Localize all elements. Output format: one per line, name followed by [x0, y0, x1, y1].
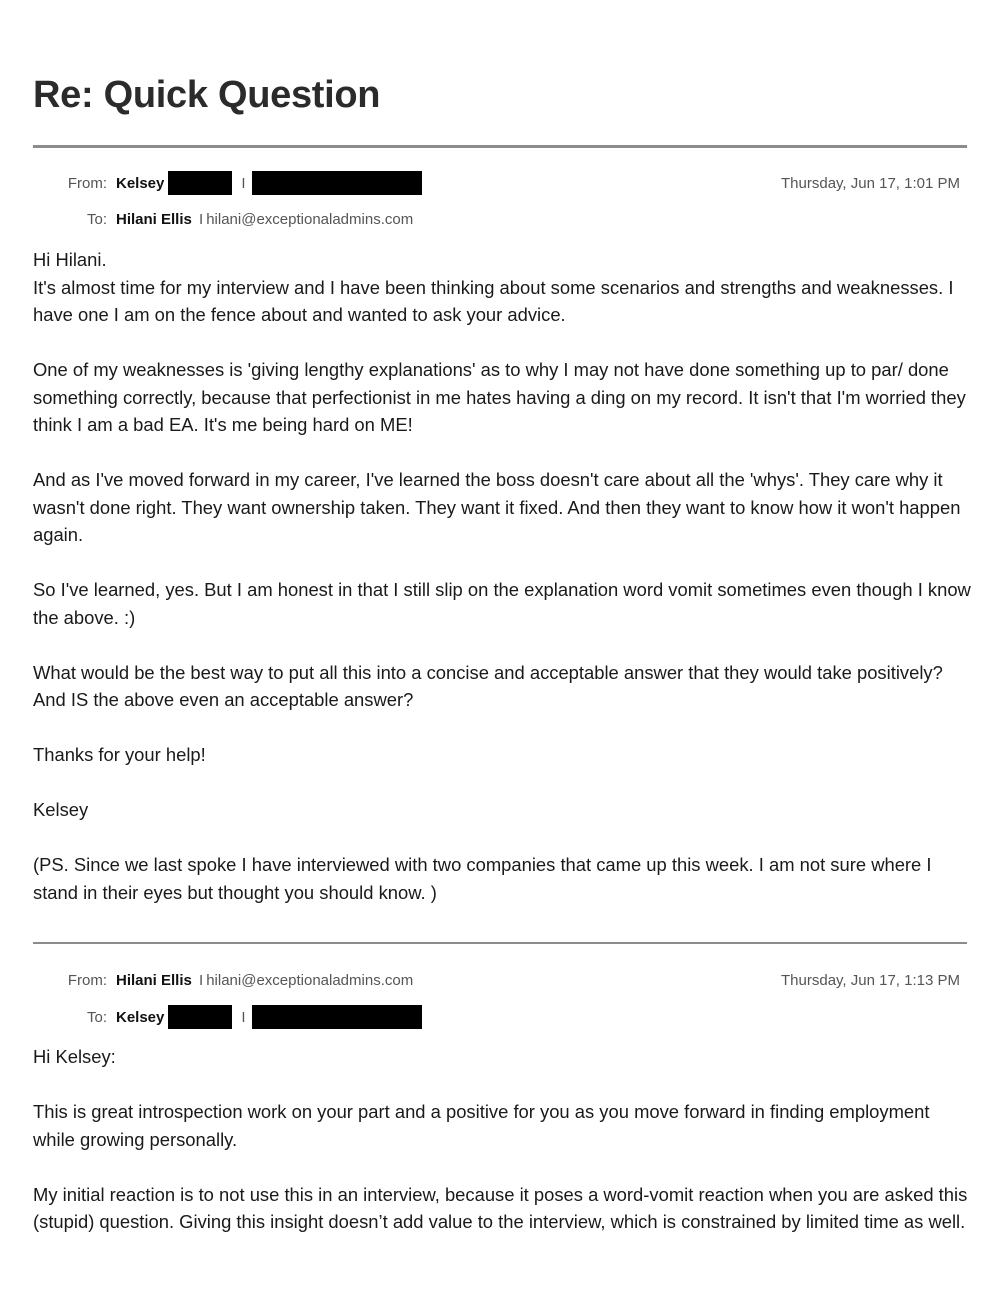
redaction-bar [252, 1005, 422, 1029]
body-paragraph: This is great introspection work on your part and a positive for you as you move forward in finding employment while growing personally. [33, 1101, 930, 1150]
redaction-bar [168, 171, 232, 195]
body-paragraph: What would be the best way to put all this into a concise and acceptable answer that they would take positively? And IS the above even an acceptable answer? [33, 661, 943, 710]
from-value [116, 968, 413, 994]
to-value [116, 207, 413, 233]
separator: I [199, 211, 204, 228]
message-divider [33, 942, 967, 944]
message-2-to-row [0, 1005, 1000, 1031]
separator: I [241, 175, 246, 192]
body-paragraph: One of my weaknesses is 'giving lengthy explanations' as to why I may not have done something up to par/ done something correctly, because that perfectionist in me hates having a ding on my record. It isn't that I'm worried they think I am a bad EA. It's me being hard on ME! [33, 359, 966, 435]
redaction-bar [168, 1005, 232, 1029]
message-date: Thursday, Jun 17, 1:01 PM [781, 175, 960, 192]
message-1-to-row [0, 207, 1000, 233]
message-1-from-row [0, 171, 1000, 197]
body-paragraph: Hi Hilani. [33, 249, 107, 270]
body-paragraph: So I've learned, yes. But I am honest in that I still slip on the explanation word vomit sometimes even though I know the above. :) [33, 579, 971, 628]
sender-name[interactable]: Hilani Ellis [116, 972, 192, 989]
to-value [116, 1005, 422, 1031]
body-paragraph: Hi Kelsey: [33, 1046, 116, 1067]
message-2-from-row [0, 968, 1000, 994]
recipient-name[interactable]: Hilani Ellis [116, 211, 192, 228]
message-date: Thursday, Jun 17, 1:13 PM [781, 972, 960, 989]
from-label: From: [67, 175, 107, 192]
body-paragraph: Kelsey [33, 799, 89, 820]
body-paragraph: And as I've moved forward in my career, I've learned the boss doesn't care about all the 'whys'. They care why it wasn't done right. They want ownership taken. They want it fixed. And then they want to know how it won't happen again. [33, 469, 961, 545]
header-divider [33, 145, 967, 148]
from-value [116, 171, 422, 197]
to-label: To: [86, 1009, 107, 1026]
recipient-email[interactable]: hilani@exceptionaladmins.com [206, 211, 414, 228]
from-label: From: [67, 972, 107, 989]
sender-email[interactable]: hilani@exceptionaladmins.com [206, 972, 414, 989]
message-2-body [33, 1043, 973, 1236]
email-subject-title: Re: Quick Question [33, 74, 381, 116]
sender-name[interactable]: Kelsey [116, 175, 165, 192]
redaction-bar [252, 171, 422, 195]
separator: I [199, 972, 204, 989]
message-1-body [33, 246, 973, 906]
to-label: To: [86, 211, 107, 228]
separator: I [241, 1009, 246, 1026]
recipient-name[interactable]: Kelsey [116, 1009, 165, 1026]
body-paragraph: It's almost time for my interview and I have been thinking about some scenarios and strengths and weaknesses. I have one I am on the fence about and wanted to ask your advice. [33, 276, 954, 325]
body-paragraph: Thanks for your help! [33, 744, 206, 765]
body-paragraph: (PS. Since we last spoke I have interviewed with two companies that came up this week. I am not sure where I stand in their eyes but thought you should know. ) [33, 854, 932, 903]
body-paragraph: My initial reaction is to not use this in an interview, because it poses a word-vomit reaction when you are asked this (stupid) question. Giving this insight doesn’t add value to the interview, which is constrained by limited time as well. [33, 1183, 968, 1232]
